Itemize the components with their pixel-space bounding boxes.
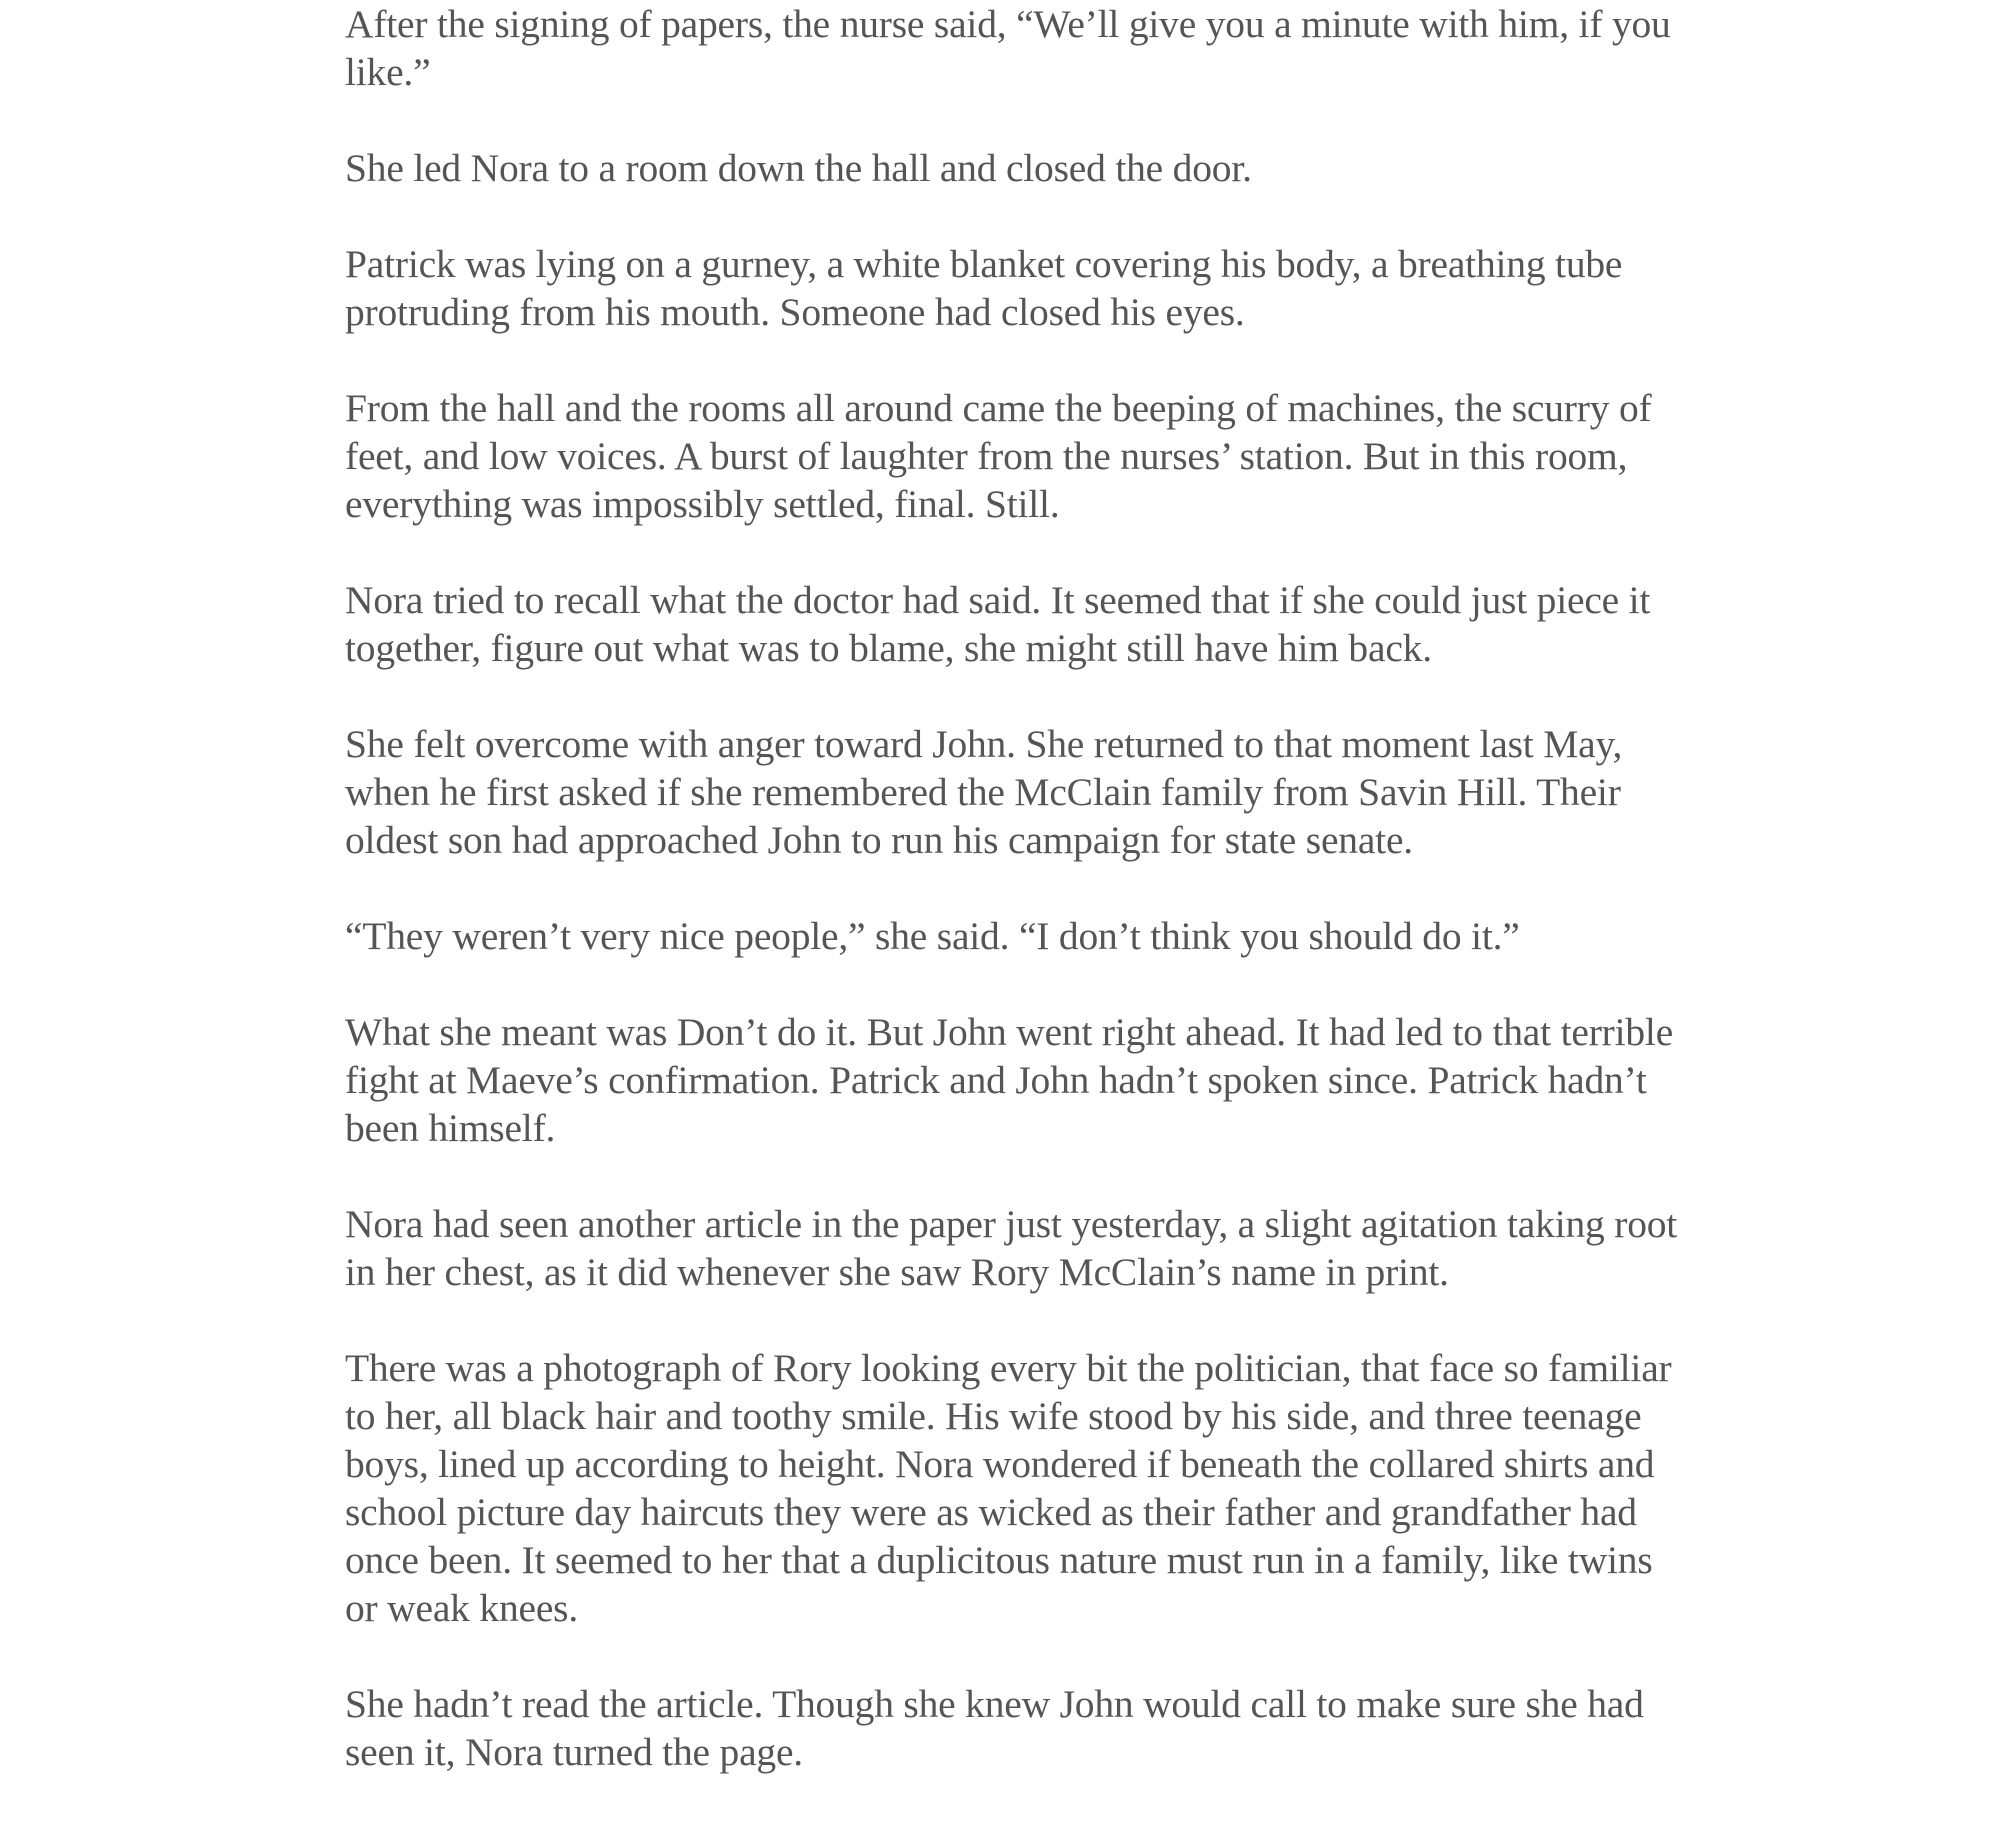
- paragraph-5: Nora tried to recall what the doctor had said. It seemed that if she could just piece it together, figure out what was to blame, she might still have him back.: [345, 578, 1651, 670]
- paragraph-6: She felt overcome with anger toward John. She returned to that moment last May, when he first asked if she remembered the McClain family from Savin Hill. Their oldest son had approached John to run his campaign for state senate.: [345, 722, 1623, 862]
- paragraph-10: There was a photograph of Rory looking every bit the politician, that face so familiar to her, all black hair and toothy smile. His wife stood by his side, and three teenage boys, lined up according to height. Nora wondered if beneath the collared shirts and school picture day haircuts they were as wicked as their father and grandfather had once been. It seemed to her that a duplicitous nature must run in a family, like twins or weak knees.: [345, 1346, 1672, 1630]
- paragraph-8: What she meant was Don’t do it. But John went right ahead. It had led to that terrible fight at Maeve’s confirmation. Patrick and John hadn’t spoken since. Patrick hadn’t been himself.: [345, 1010, 1674, 1150]
- paragraph-2: She led Nora to a room down the hall and closed the door.: [345, 146, 1252, 190]
- paragraph-4: From the hall and the rooms all around came the beeping of machines, the scurry of feet, and low voices. A burst of laughter from the nurses’ station. But in this room, everything was impossibly settled, final. Still.: [345, 386, 1652, 526]
- paragraph-3: Patrick was lying on a gurney, a white blanket covering his body, a breathing tube protruding from his mouth. Someone had closed his eyes.: [345, 242, 1623, 334]
- paragraph-7: “They weren’t very nice people,” she said. “I don’t think you should do it.”: [345, 914, 1520, 958]
- document-page: [345, 0, 1685, 1824]
- paragraph-1: After the signing of papers, the nurse said, “We’ll give you a minute with him, if you like.”: [345, 2, 1671, 94]
- paragraph-11: She hadn’t read the article. Though she knew John would call to make sure she had seen it, Nora turned the page.: [345, 1682, 1644, 1774]
- paragraph-9: Nora had seen another article in the paper just yesterday, a slight agitation taking root in her chest, as it did whenever she saw Rory McClain’s name in print.: [345, 1202, 1678, 1294]
